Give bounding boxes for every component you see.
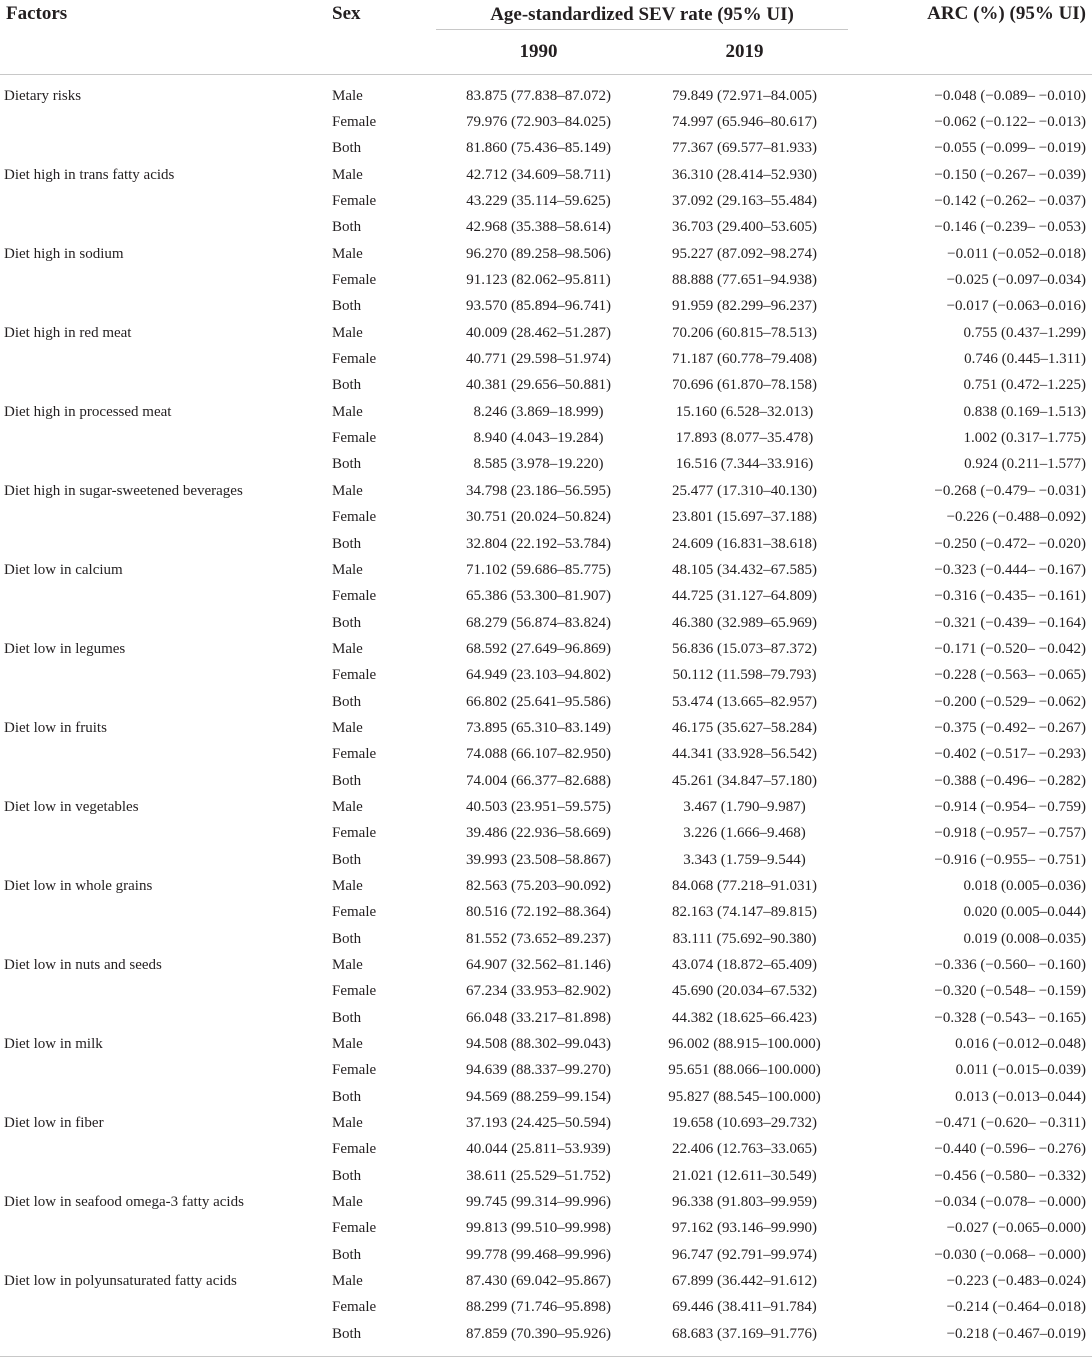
arc-cell: −0.336 (−0.560– −0.160) [934, 957, 1087, 974]
arc-cell: −0.142 (−0.262– −0.037) [934, 193, 1087, 210]
factor-cell: Diet low in calcium [4, 561, 123, 578]
sex-cell: Female [332, 1220, 377, 1237]
sev-2019-cell: 3.343 (1.759–9.544) [683, 851, 806, 868]
sev-2019-cell: 17.893 (8.077–35.478) [675, 430, 814, 447]
sev-2019-cell: 95.227 (87.092–98.274) [672, 245, 817, 262]
sev-1990-cell: 64.949 (23.103–94.802) [466, 667, 611, 684]
sev-1990-cell: 32.804 (22.192–53.784) [466, 535, 611, 552]
table-row [0, 1163, 1092, 1189]
sex-cell: Male [332, 1273, 363, 1290]
sex-cell: Male [332, 87, 363, 104]
sex-cell: Male [332, 1115, 363, 1132]
sev-1990-cell: 43.229 (35.114–59.625) [466, 193, 611, 210]
sex-cell: Female [332, 983, 377, 1000]
sev-1990-cell: 66.048 (33.217–81.898) [466, 1009, 611, 1026]
factor-cell [0, 1005, 330, 1031]
sex-cell: Both [332, 377, 362, 394]
table-row [0, 1031, 1092, 1057]
arc-cell: 0.755 (0.437–1.299) [963, 324, 1087, 341]
arc-cell: −0.011 (−0.052–0.018) [947, 245, 1087, 262]
sev-2019-cell: 46.380 (32.989–65.969) [672, 614, 817, 631]
sev-2019-cell: 25.477 (17.310–40.130) [672, 482, 817, 499]
sev-1990-cell: 39.486 (22.936–58.669) [466, 825, 611, 842]
factor-cell: Diet low in vegetables [4, 798, 139, 815]
arc-cell: 0.924 (0.211–1.577) [964, 456, 1087, 473]
sev-2019-cell: 16.516 (7.344–33.916) [675, 456, 814, 473]
arc-cell: −0.914 (−0.954– −0.759) [934, 798, 1087, 815]
sev-1990-cell: 39.993 (23.508–58.867) [466, 851, 611, 868]
sex-cell: Male [332, 1036, 363, 1053]
table-row [0, 1216, 1092, 1242]
arc-cell: −0.062 (−0.122– −0.013) [934, 114, 1087, 131]
sex-cell: Male [332, 1194, 363, 1211]
factor-cell [0, 188, 330, 214]
sev-1990-cell: 87.859 (70.390–95.926) [466, 1325, 611, 1342]
sex-cell: Male [332, 640, 363, 657]
arc-cell: −0.375 (−0.492– −0.267) [934, 719, 1087, 736]
arc-cell: −0.150 (−0.267– −0.039) [934, 166, 1087, 183]
table-row [0, 847, 1092, 873]
sev-2019-cell: 50.112 (11.598–79.793) [672, 667, 817, 684]
sex-cell: Female [332, 351, 377, 368]
sev-1990-cell: 96.270 (89.258–98.506) [466, 245, 611, 262]
table-row [0, 373, 1092, 399]
factor-cell [0, 136, 330, 162]
table-row [0, 557, 1092, 583]
sev-2019-cell: 36.310 (28.414–52.930) [672, 166, 817, 183]
sex-cell: Female [332, 1062, 377, 1079]
table-row [0, 689, 1092, 715]
sex-cell: Both [332, 1325, 362, 1342]
sev-2019-cell: 23.801 (15.697–37.188) [672, 509, 817, 526]
factor-cell [0, 900, 330, 926]
sev-1990-cell: 94.508 (88.302–99.043) [466, 1036, 611, 1053]
arc-cell: 1.002 (0.317–1.775) [963, 430, 1087, 447]
table-header [0, 0, 1092, 75]
table-row [0, 715, 1092, 741]
sex-cell: Female [332, 509, 377, 526]
arc-cell: −0.321 (−0.439– −0.164) [934, 614, 1087, 631]
factor-cell [0, 346, 330, 372]
table-row [0, 742, 1092, 768]
factor-cell [0, 742, 330, 768]
sex-cell: Female [332, 667, 377, 684]
sev-2019-cell: 44.341 (33.928–56.542) [672, 746, 817, 763]
factor-cell [0, 109, 330, 135]
sev-2019-cell: 84.068 (77.218–91.031) [672, 877, 817, 894]
table-row [0, 1058, 1092, 1084]
sev-2019-cell: 95.827 (88.545–100.000) [668, 1088, 821, 1105]
arc-cell: −0.017 (−0.063–0.016) [946, 298, 1087, 315]
header-sex: Sex [330, 0, 436, 75]
arc-cell: 0.020 (0.005–0.044) [963, 904, 1087, 921]
factor-cell: Dietary risks [4, 87, 82, 104]
table-row [0, 794, 1092, 820]
arc-cell: −0.916 (−0.955– −0.751) [934, 851, 1087, 868]
sev-2019-cell: 70.696 (61.870–78.158) [672, 377, 817, 394]
factor-cell [0, 425, 330, 451]
sev-2019-cell: 44.725 (31.127–64.809) [672, 588, 817, 605]
sex-cell: Both [332, 614, 362, 631]
sev-2019-cell: 46.175 (35.627–58.284) [672, 719, 817, 736]
factor-cell: Diet low in fiber [4, 1115, 104, 1132]
table-row [0, 346, 1092, 372]
sev-2019-cell: 48.105 (34.432–67.585) [672, 561, 817, 578]
sev-2019-cell: 21.021 (12.611–30.549) [672, 1167, 817, 1184]
sex-cell: Female [332, 588, 377, 605]
sev-2019-cell: 15.160 (6.528–32.013) [675, 403, 814, 420]
sex-cell: Female [332, 825, 377, 842]
arc-cell: −0.402 (−0.517– −0.293) [934, 746, 1087, 763]
table-row [0, 610, 1092, 636]
table-row [0, 873, 1092, 899]
sev-2019-cell: 43.074 (18.872–65.409) [672, 957, 817, 974]
sev-1990-cell: 99.778 (99.468–99.996) [466, 1246, 611, 1263]
factor-cell [0, 1242, 330, 1268]
sev-2019-cell: 91.959 (82.299–96.237) [672, 298, 817, 315]
header-year-2019: 2019 [641, 30, 848, 75]
factor-cell: Diet low in fruits [4, 719, 107, 736]
sev-2019-cell: 67.899 (36.442–91.612) [672, 1273, 817, 1290]
table-row [0, 1189, 1092, 1215]
sex-cell: Female [332, 430, 377, 447]
sev-2019-cell: 74.997 (65.946–80.617) [672, 114, 817, 131]
factor-cell: Diet low in legumes [4, 640, 126, 657]
arc-cell: 0.016 (−0.012–0.048) [955, 1036, 1087, 1053]
sex-cell: Both [332, 1246, 362, 1263]
sev-2019-cell: 68.683 (37.169–91.776) [672, 1325, 817, 1342]
table-body [0, 75, 1092, 1357]
factor-cell [0, 689, 330, 715]
arc-cell: −0.034 (−0.078– −0.000) [934, 1194, 1087, 1211]
sev-1990-cell: 74.088 (66.107–82.950) [466, 746, 611, 763]
sev-1990-cell: 38.611 (25.529–51.752) [466, 1167, 611, 1184]
sex-cell: Male [332, 166, 363, 183]
sev-1990-cell: 40.044 (25.811–53.939) [466, 1141, 611, 1158]
sev-1990-cell: 83.875 (77.838–87.072) [466, 87, 611, 104]
sev-2019-cell: 24.609 (16.831–38.618) [672, 535, 817, 552]
sev-1990-cell: 8.940 (4.043–19.284) [473, 430, 604, 447]
factor-cell [0, 505, 330, 531]
sex-cell: Female [332, 904, 377, 921]
table-row [0, 768, 1092, 794]
sex-cell: Male [332, 403, 363, 420]
table-row [0, 1005, 1092, 1031]
factor-cell [0, 1321, 330, 1347]
sev-2019-cell: 45.690 (20.034–67.532) [672, 983, 817, 1000]
sev-2019-cell: 82.163 (74.147–89.815) [672, 904, 817, 921]
sex-cell: Both [332, 930, 362, 947]
arc-cell: 0.838 (0.169–1.513) [963, 403, 1087, 420]
sex-cell: Male [332, 561, 363, 578]
table-row [0, 636, 1092, 662]
factor-cell [0, 1163, 330, 1189]
factor-cell [0, 663, 330, 689]
sex-cell: Male [332, 324, 363, 341]
factor-cell [0, 584, 330, 610]
sev-1990-cell: 88.299 (71.746–95.898) [466, 1299, 611, 1316]
sex-cell: Male [332, 719, 363, 736]
factor-cell: Diet high in trans fatty acids [4, 166, 175, 183]
table-row [0, 900, 1092, 926]
sex-cell: Male [332, 957, 363, 974]
table-row [0, 926, 1092, 952]
sex-cell: Both [332, 456, 362, 473]
sev-2019-cell: 95.651 (88.066–100.000) [668, 1062, 821, 1079]
arc-cell: −0.030 (−0.068– −0.000) [934, 1246, 1087, 1263]
sex-cell: Male [332, 877, 363, 894]
header-sev-rate: Age-standardized SEV rate (95% UI) [490, 3, 794, 25]
arc-cell: −0.316 (−0.435– −0.161) [934, 588, 1087, 605]
table-row [0, 136, 1092, 162]
table-row [0, 294, 1092, 320]
header-factors: Factors [0, 0, 330, 75]
sev-1990-cell: 40.009 (28.462–51.287) [466, 324, 611, 341]
arc-cell: −0.223 (−0.483–0.024) [946, 1273, 1087, 1290]
table-row [0, 1110, 1092, 1136]
arc-cell: −0.328 (−0.543– −0.165) [934, 1009, 1087, 1026]
sex-cell: Female [332, 1141, 377, 1158]
sev-1990-cell: 40.503 (23.951–59.575) [466, 798, 611, 815]
arc-cell: −0.048 (−0.089– −0.010) [934, 87, 1087, 104]
table-row [0, 663, 1092, 689]
sev-1990-cell: 82.563 (75.203–90.092) [466, 877, 611, 894]
header-arc: ARC (%) (95% UI) [848, 0, 1092, 75]
sev-1990-cell: 42.968 (35.388–58.614) [466, 219, 611, 236]
sev-1990-cell: 79.976 (72.903–84.025) [466, 114, 611, 131]
factor-cell [0, 979, 330, 1005]
arc-cell: 0.019 (0.008–0.035) [963, 930, 1087, 947]
table-row [0, 109, 1092, 135]
table-row [0, 952, 1092, 978]
factor-cell [0, 373, 330, 399]
sev-2019-cell: 96.747 (92.791–99.974) [672, 1246, 817, 1263]
sex-cell: Female [332, 746, 377, 763]
sev-2019-cell: 36.703 (29.400–53.605) [672, 219, 817, 236]
arc-cell: −0.218 (−0.467–0.019) [946, 1325, 1087, 1342]
factor-cell [0, 1137, 330, 1163]
table-row [0, 531, 1092, 557]
table-row [0, 1242, 1092, 1268]
arc-cell: −0.146 (−0.239– −0.053) [934, 219, 1087, 236]
table-row [0, 478, 1092, 504]
table-row [0, 452, 1092, 478]
sev-1990-cell: 68.279 (56.874–83.824) [466, 614, 611, 631]
sev-2019-cell: 3.467 (1.790–9.987) [683, 798, 806, 815]
sev-1990-cell: 87.430 (69.042–95.867) [466, 1273, 611, 1290]
sev-1990-cell: 74.004 (66.377–82.688) [466, 772, 611, 789]
table-row [0, 1295, 1092, 1321]
sev-1990-cell: 8.585 (3.978–19.220) [473, 456, 604, 473]
sev-2019-cell: 96.338 (91.803–99.959) [672, 1194, 817, 1211]
arc-cell: −0.471 (−0.620– −0.311) [934, 1115, 1087, 1132]
sev-2019-cell: 69.446 (38.411–91.784) [672, 1299, 817, 1316]
table-row [0, 215, 1092, 241]
sev-1990-cell: 71.102 (59.686–85.775) [466, 561, 611, 578]
sev-1990-cell: 37.193 (24.425–50.594) [466, 1115, 611, 1132]
arc-cell: −0.200 (−0.529– −0.062) [934, 693, 1087, 710]
arc-cell: 0.746 (0.445–1.311) [964, 351, 1087, 368]
sex-cell: Both [332, 1009, 362, 1026]
factor-cell [0, 1058, 330, 1084]
table-row [0, 505, 1092, 531]
sex-cell: Both [332, 1167, 362, 1184]
sev-1990-cell: 81.552 (73.652–89.237) [466, 930, 611, 947]
sev-1990-cell: 65.386 (53.300–81.907) [466, 588, 611, 605]
sev-1990-cell: 99.745 (99.314–99.996) [466, 1194, 611, 1211]
sev-2019-cell: 19.658 (10.693–29.732) [672, 1115, 817, 1132]
factor-cell [0, 294, 330, 320]
sex-cell: Male [332, 482, 363, 499]
sex-cell: Female [332, 1299, 377, 1316]
sev-2019-cell: 3.226 (1.666–9.468) [683, 825, 806, 842]
factor-cell: Diet low in polyunsaturated fatty acids [4, 1273, 237, 1290]
table-row [0, 241, 1092, 267]
arc-cell: −0.268 (−0.479– −0.031) [934, 482, 1087, 499]
table-row [0, 399, 1092, 425]
arc-cell: −0.171 (−0.520– −0.042) [934, 640, 1087, 657]
arc-cell: −0.027 (−0.065–0.000) [946, 1220, 1087, 1237]
sex-cell: Both [332, 140, 362, 157]
arc-cell: 0.018 (0.005–0.036) [963, 877, 1087, 894]
sex-cell: Both [332, 693, 362, 710]
sev-2019-cell: 88.888 (77.651–94.938) [672, 272, 817, 289]
header-year-1990: 1990 [436, 30, 641, 75]
sev-1990-cell: 81.860 (75.436–85.149) [466, 140, 611, 157]
factor-cell [0, 1295, 330, 1321]
sex-cell: Female [332, 114, 377, 131]
factor-cell [0, 1084, 330, 1110]
factor-cell [0, 452, 330, 478]
sev-2019-cell: 77.367 (69.577–81.933) [672, 140, 817, 157]
sev-1990-cell: 94.639 (88.337–99.270) [466, 1062, 611, 1079]
factor-cell: Diet high in sodium [4, 245, 124, 262]
sev-2019-cell: 79.849 (72.971–84.005) [672, 87, 817, 104]
sex-cell: Female [332, 272, 377, 289]
sex-cell: Male [332, 798, 363, 815]
factor-cell [0, 215, 330, 241]
factor-cell [0, 531, 330, 557]
factor-cell [0, 267, 330, 293]
sev-1990-cell: 80.516 (72.192–88.364) [466, 904, 611, 921]
arc-cell: −0.214 (−0.464–0.018) [946, 1299, 1087, 1316]
sev-1990-cell: 91.123 (82.062–95.811) [466, 272, 611, 289]
sev-2019-cell: 71.187 (60.778–79.408) [672, 351, 817, 368]
arc-cell: 0.013 (−0.013–0.044) [955, 1088, 1087, 1105]
sev-1990-cell: 93.570 (85.894–96.741) [466, 298, 611, 315]
factor-cell: Diet low in milk [4, 1036, 103, 1053]
sev-1990-cell: 8.246 (3.869–18.999) [473, 403, 604, 420]
sev-2019-cell: 83.111 (75.692–90.380) [672, 930, 817, 947]
arc-cell: −0.456 (−0.580– −0.332) [934, 1167, 1087, 1184]
arc-cell: 0.011 (−0.015–0.039) [955, 1062, 1087, 1079]
table-row [0, 267, 1092, 293]
sev-2019-cell: 97.162 (93.146–99.990) [672, 1220, 817, 1237]
sev-1990-cell: 73.895 (65.310–83.149) [466, 719, 611, 736]
sex-cell: Male [332, 245, 363, 262]
sev-1990-cell: 94.569 (88.259–99.154) [466, 1088, 611, 1105]
table-row [0, 1137, 1092, 1163]
sev-1990-cell: 66.802 (25.641–95.586) [466, 693, 611, 710]
factor-cell [0, 847, 330, 873]
sex-cell: Both [332, 1088, 362, 1105]
sev-1990-cell: 64.907 (32.562–81.146) [466, 957, 611, 974]
factor-cell: Diet low in whole grains [4, 877, 153, 894]
table-row [0, 320, 1092, 346]
arc-cell: −0.440 (−0.596– −0.276) [934, 1141, 1087, 1158]
arc-cell: −0.250 (−0.472– −0.020) [934, 535, 1087, 552]
factor-cell: Diet high in red meat [4, 324, 132, 341]
sev-2019-cell: 22.406 (12.763–33.065) [672, 1141, 817, 1158]
sev-2019-cell: 96.002 (88.915–100.000) [668, 1036, 821, 1053]
table-row [0, 584, 1092, 610]
arc-cell: 0.751 (0.472–1.225) [963, 377, 1087, 394]
arc-cell: −0.323 (−0.444– −0.167) [934, 561, 1087, 578]
sev-2019-cell: 53.474 (13.665–82.957) [672, 693, 817, 710]
factor-cell [0, 1216, 330, 1242]
factor-cell [0, 926, 330, 952]
table-row [0, 821, 1092, 847]
table-row [0, 979, 1092, 1005]
sex-cell: Female [332, 193, 377, 210]
sex-cell: Both [332, 219, 362, 236]
factor-cell [0, 821, 330, 847]
table-row [0, 188, 1092, 214]
arc-cell: −0.388 (−0.496– −0.282) [934, 772, 1087, 789]
sev-1990-cell: 67.234 (33.953–82.902) [466, 983, 611, 1000]
factor-cell [0, 768, 330, 794]
sev-2019-cell: 37.092 (29.163–55.484) [672, 193, 817, 210]
sex-cell: Both [332, 851, 362, 868]
table-row [0, 1268, 1092, 1294]
factor-cell [0, 610, 330, 636]
arc-cell: −0.226 (−0.488–0.092) [946, 509, 1087, 526]
sev-2019-cell: 45.261 (34.847–57.180) [672, 772, 817, 789]
table-row [0, 83, 1092, 109]
sex-cell: Both [332, 298, 362, 315]
table-row [0, 1321, 1092, 1347]
factor-cell: Diet low in nuts and seeds [4, 957, 162, 974]
table-row [0, 162, 1092, 188]
sev-1990-cell: 30.751 (20.024–50.824) [466, 509, 611, 526]
arc-cell: −0.025 (−0.097–0.034) [946, 272, 1087, 289]
arc-cell: −0.918 (−0.957– −0.757) [934, 825, 1087, 842]
sev-1990-cell: 40.771 (29.598–51.974) [466, 351, 611, 368]
sev-2019-cell: 44.382 (18.625–66.423) [672, 1009, 817, 1026]
factor-cell: Diet high in processed meat [4, 403, 172, 420]
sev-1990-cell: 42.712 (34.609–58.711) [466, 166, 611, 183]
arc-cell: −0.055 (−0.099– −0.019) [934, 140, 1087, 157]
arc-cell: −0.320 (−0.548– −0.159) [934, 983, 1087, 1000]
sev-1990-cell: 34.798 (23.186–56.595) [466, 482, 611, 499]
factor-cell: Diet high in sugar-sweetened beverages [4, 482, 243, 499]
sex-cell: Both [332, 535, 362, 552]
sev-1990-cell: 99.813 (99.510–99.998) [466, 1220, 611, 1237]
sev-2019-cell: 56.836 (15.073–87.372) [672, 640, 817, 657]
arc-cell: −0.228 (−0.563– −0.065) [934, 667, 1087, 684]
sev-1990-cell: 40.381 (29.656–50.881) [466, 377, 611, 394]
sex-cell: Both [332, 772, 362, 789]
sev-1990-cell: 68.592 (27.649–96.869) [466, 640, 611, 657]
table-row [0, 1084, 1092, 1110]
factor-cell: Diet low in seafood omega-3 fatty acids [4, 1194, 244, 1211]
table-row [0, 425, 1092, 451]
sev-2019-cell: 70.206 (60.815–78.513) [672, 324, 817, 341]
